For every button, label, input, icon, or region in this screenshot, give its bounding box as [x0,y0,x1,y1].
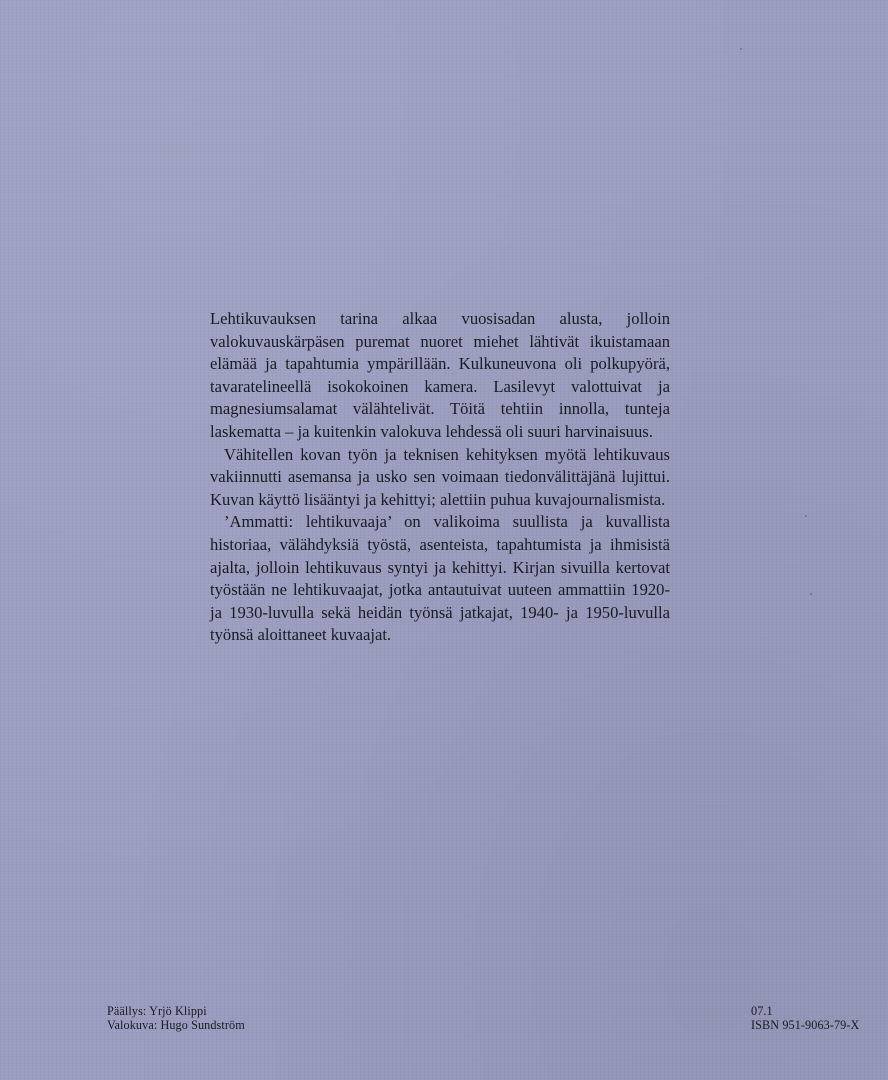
isbn: ISBN 951-9063-79-X [751,1018,860,1032]
cover-credits [107,1004,245,1032]
paper-speck [810,593,812,595]
blurb-paragraph-3: ’Ammatti: lehtikuvaaja’ on valikoima suullista ja kuvallista historiaa, välähdyksiä työstä, asenteista, tapahtumista ja ihmisistä ajalta, jolloin lehtikuvaus syntyi ja kehittyi. Kirjan sivuilla kertovat työstään ne lehtikuvaajat, jotka antautuivat uuteen ammattiin 1920- ja 1930-luvulla sekä heidän työnsä jatkajat, 1940- ja 1950-luvulla työnsä aloittaneet kuvaajat. [210,512,670,645]
blurb-text [210,308,670,647]
blurb-paragraph-2: Vähitellen kovan työn ja teknisen kehityksen myötä lehtikuvaus vakiinnutti asemansa ja usko sen voimaan tiedonvälittäjänä lujittui. Kuvan käyttö lisääntyi ja kehittyi; alettiin puhua kuvajournalismista. [210,444,670,509]
paper-speck [805,515,807,517]
photo-credit: Valokuva: Hugo Sundström [107,1018,245,1032]
blurb-paragraph-1: Lehtikuvauksen tarina alkaa vuosisadan alusta, jolloin valokuvauskärpäsen puremat nuoret miehet lähtivät ikuistamaan elämää ja tapahtumia ympärillään. Kulkuneuvona oli polkupyörä, tavaratelineellä isokokoinen kamera. Lasilevyt valottuivat ja magnesiumsalamat välähtelivät. Töitä tehtiin innolla, tunteja laskematta – ja kuitenkin valokuva lehdessä oli suuri harvinaisuus. [210,309,670,441]
classification-code: 07.1 [751,1004,773,1018]
book-codes [751,1004,859,1032]
paper-speck [740,48,742,50]
cover-design-credit: Päällys: Yrjö Klippi [107,1004,207,1018]
